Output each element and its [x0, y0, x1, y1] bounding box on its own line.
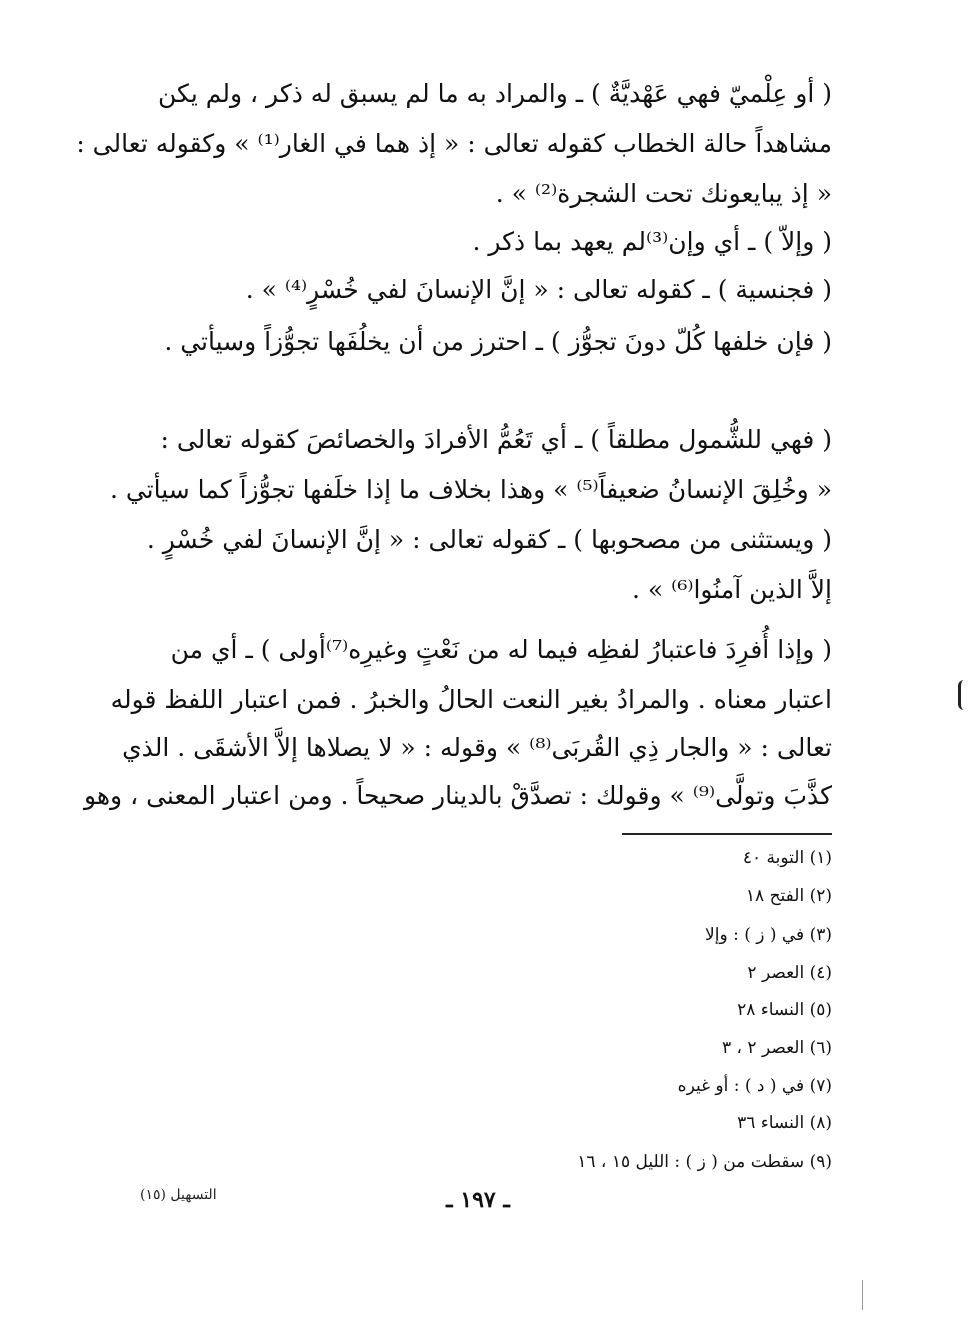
- text-line: مشاهداً حالة الخطاب كقوله تعالى : « إذ هما في الغار⁽¹⁾ » وكقوله تعالى :: [76, 129, 832, 158]
- page-number: ـ ١٩٧ ـ: [446, 1187, 510, 1213]
- book-signature: التسهيل (١٥): [140, 1187, 217, 1203]
- text-line: ( وإلاّ ) ـ أي وإن⁽³⁾لم يعهد بما ذكر .: [472, 227, 832, 256]
- footnote: (١) التوبة ٤٠: [742, 848, 832, 868]
- text-line: ( فجنسية ) ـ كقوله تعالى : « إنَّ الإنسانَ لفي خُسْرٍ⁽⁴⁾ » .: [245, 275, 832, 304]
- footnote: (٩) سقطت من ( ز ) : الليل ١٥ ، ١٦: [577, 1152, 832, 1172]
- footnote: (٥) النساء ٢٨: [737, 1000, 832, 1020]
- text-line: اعتبار معناه . والمرادُ بغير النعت الحالُ والخبرُ . فمن اعتبار اللفظ قوله: [110, 685, 832, 714]
- footnote: (٨) النساء ٣٦: [737, 1113, 832, 1133]
- text-line: ( أو عِلْميّ فهي عَهْديَّةٌ ) ـ والمراد به ما لم يسبق له ذكر ، ولم يكن: [158, 79, 832, 108]
- text-line: ( فإن خلفها كُلّ دونَ تجوُّز ) ـ احترز من أن يخلُفَها تجوُّزاً وسيأتي .: [164, 327, 832, 356]
- footnote-separator: [622, 833, 832, 835]
- text-line: « إذ يبايعونك تحت الشجرة⁽²⁾ » .: [495, 179, 832, 208]
- text-line: تعالى : « والجار ذِي القُربَى⁽⁸⁾ » وقوله : « لا يصلاها إلاَّ الأشقَى . الذي: [122, 733, 832, 762]
- text-line: ( ويستثنى من مصحوبها ) ـ كقوله تعالى : « إنَّ الإنسانَ لفي خُسْرٍ .: [146, 525, 832, 554]
- text-line: ( وإذا أُفرِدَ فاعتبارُ لفظِه فيما له من نَعْتٍ وغيرِه⁽⁷⁾أولى ) ـ أي من: [170, 635, 832, 664]
- text-line: كذَّبَ وتولَّى⁽⁹⁾ » وقولك : تصدَّقْ بالدينار صحيحاً . ومن اعتبار المعنى ، وهو: [83, 781, 832, 810]
- footnote: (٦) العصر ٢ ، ٣: [721, 1038, 832, 1058]
- text-line: ( فهي للشُّمول مطلقاً ) ـ أي تَعُمُّ الأفرادَ والخصائصَ كقوله تعالى :: [160, 425, 832, 454]
- footnote: (٣) في ( ز ) : وإلا: [705, 925, 832, 945]
- scan-edge-mark: [862, 1280, 863, 1310]
- text-line: « وخُلِقَ الإنسانُ ضعيفاً⁽⁵⁾ » وهذا بخلاف ما إذا خلَفها تجوُّزاً كما سيأتي .: [109, 475, 832, 504]
- footnote: (٢) الفتح ١٨: [745, 886, 832, 906]
- footnote: (٤) العصر ٢: [747, 963, 832, 983]
- text-line: إلاَّ الذين آمنُوا⁽⁶⁾ » .: [632, 575, 832, 604]
- margin-mark: [958, 680, 967, 710]
- footnote: (٧) في ( د ) : أو غيره: [677, 1076, 832, 1096]
